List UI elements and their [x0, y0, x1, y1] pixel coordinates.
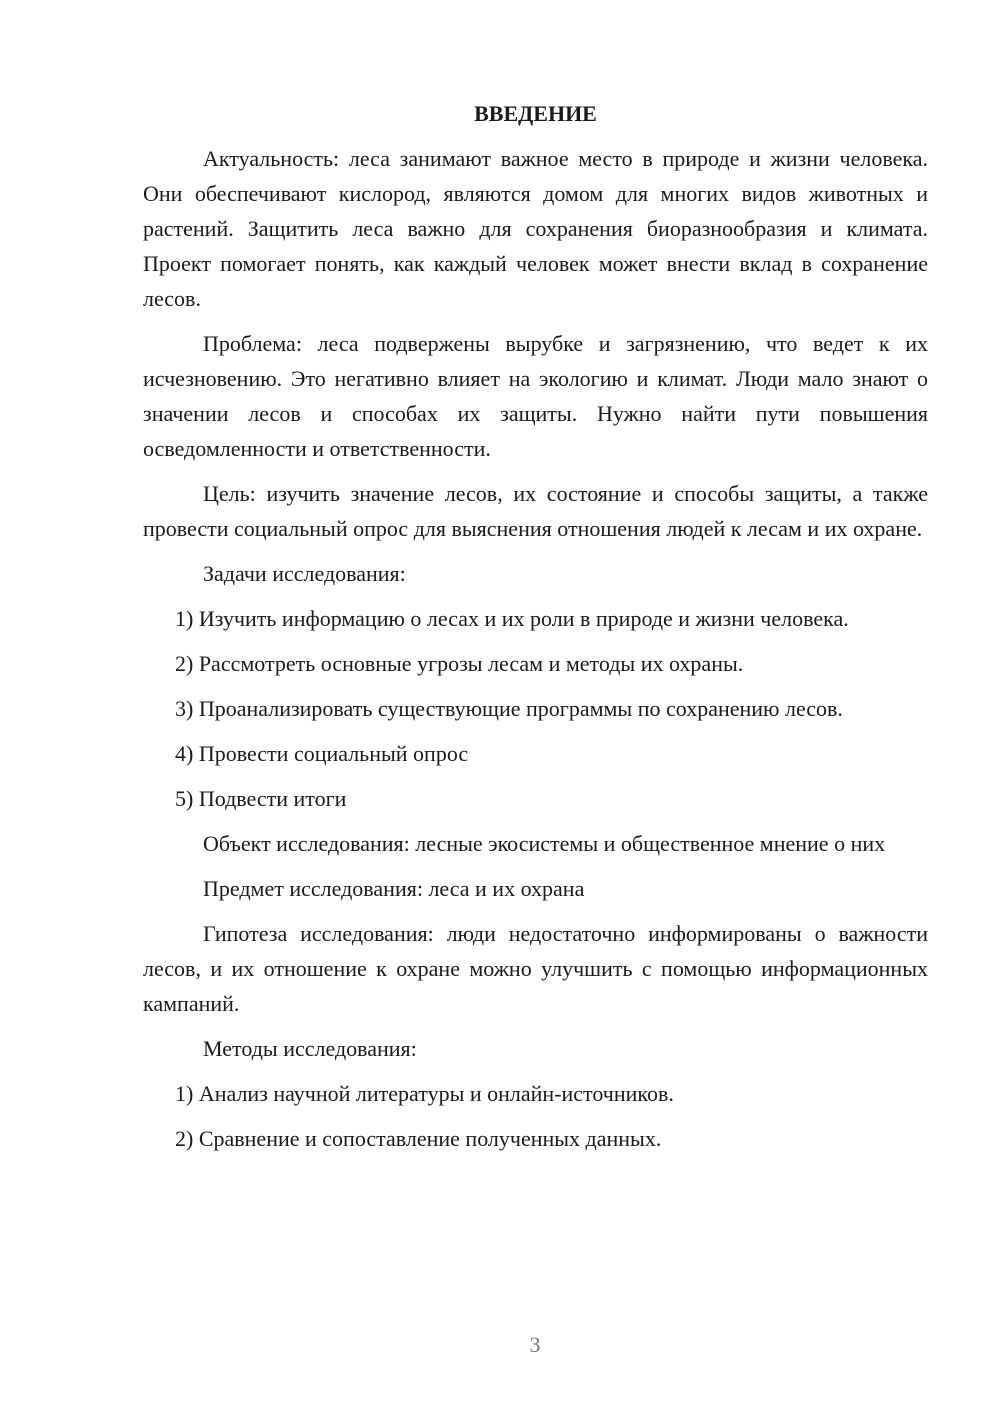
- subject-paragraph: Предмет исследования: леса и их охрана: [203, 876, 585, 901]
- method-item-1: 1) Анализ научной литературы и онлайн-источников.: [175, 1081, 674, 1106]
- problem-paragraph: Проблема: леса подвержены вырубке и загрязнению, что ведет к их исчезновению. Это негативно влияет на экологию и климат. Люди мало знают о значении лесов и способах их защиты. Нужно найти пути повышения осведомленности и ответственности.: [143, 331, 928, 461]
- hypothesis-paragraph: Гипотеза исследования: люди недостаточно информированы о важности лесов, и их отношение к охране можно улучшить с помощью информационных кампаний.: [143, 921, 928, 1016]
- goal-paragraph: Цель: изучить значение лесов, их состояние и способы защиты, а также провести социальный опрос для выяснения отношения людей к лесам и их охране.: [143, 481, 928, 541]
- task-item-3: 3) Проанализировать существующие программы по сохранению лесов.: [175, 696, 843, 721]
- object-paragraph: Объект исследования: лесные экосистемы и общественное мнение о них: [203, 831, 886, 856]
- methods-heading: Методы исследования:: [203, 1036, 417, 1061]
- method-item-2: 2) Сравнение и сопоставление полученных данных.: [175, 1126, 662, 1151]
- tasks-heading: Задачи исследования:: [203, 561, 406, 586]
- page-number: 3: [529, 1332, 541, 1357]
- task-item-1: 1) Изучить информацию о лесах и их роли в природе и жизни человека.: [175, 606, 849, 631]
- section-title: ВВЕДЕНИЕ: [474, 101, 597, 126]
- task-item-4: 4) Провести социальный опрос: [175, 741, 469, 766]
- relevance-paragraph: Актуальность: леса занимают важное место в природе и жизни человека. Они обеспечивают кислород, являются домом для многих видов животных и растений. Защитить леса важно для сохранения биоразнообразия и климата. Проект помогает понять, как каждый человек может внести вклад в сохранение лесов.: [143, 146, 928, 311]
- document-page: [143, 96, 928, 1166]
- task-item-5: 5) Подвести итоги: [175, 786, 347, 811]
- task-item-2: 2) Рассмотреть основные угрозы лесам и методы их охраны.: [175, 651, 744, 676]
